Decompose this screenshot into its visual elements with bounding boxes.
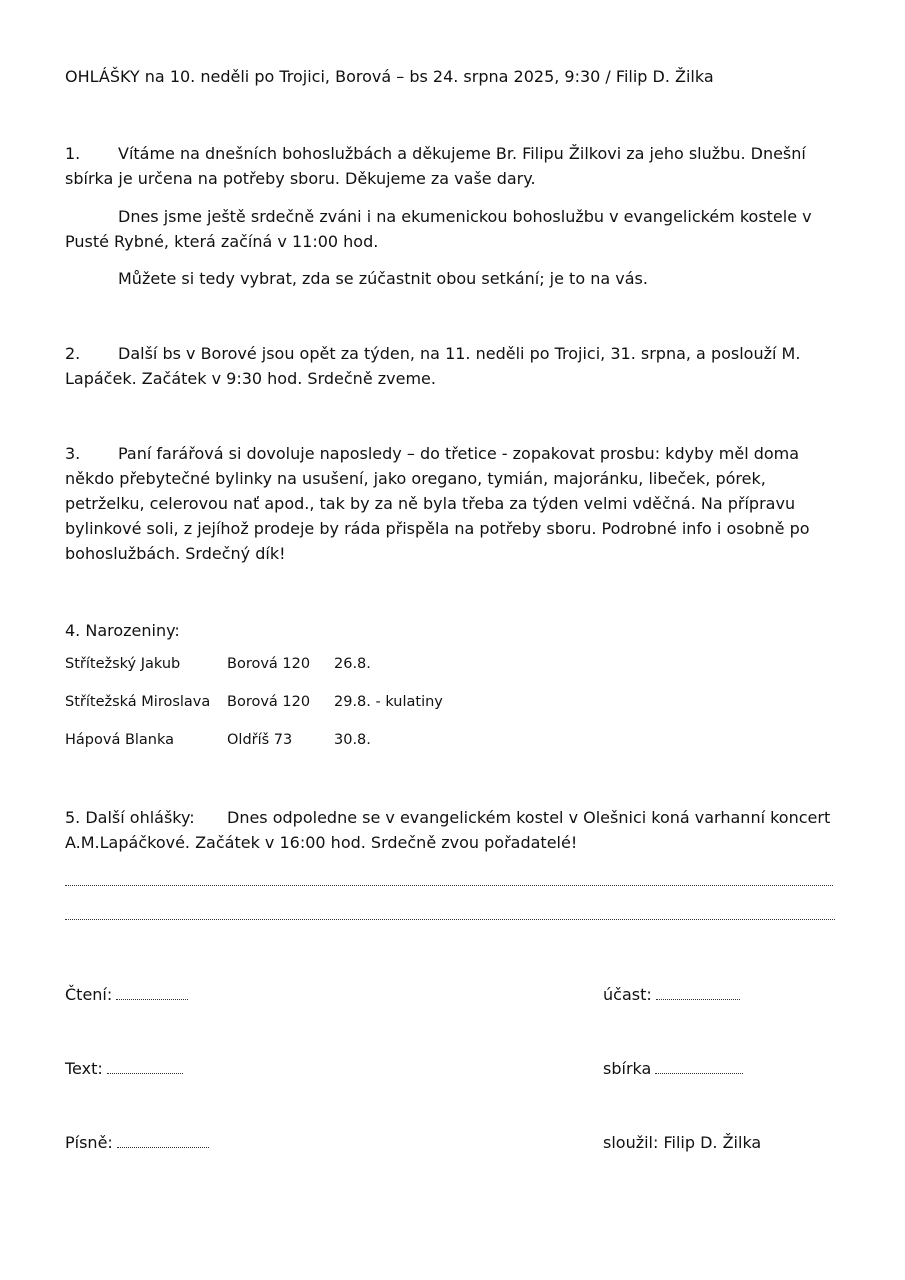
ucast-blank bbox=[656, 999, 740, 1000]
item-1-text: Vítáme na dnešních bohoslužbách a děkujeme Br. Filipu Žilkovi za jeho službu. Dnešní sbírka je určena na potřeby sboru. Děkujeme za vaše dary. bbox=[65, 144, 806, 188]
cteni-field bbox=[65, 982, 188, 1007]
pisne-field bbox=[65, 1130, 209, 1155]
birthday-name: Střítežský Jakub bbox=[65, 656, 181, 672]
text-label: Text: bbox=[65, 1059, 103, 1078]
birthday-place: Oldříš 73 bbox=[227, 732, 293, 748]
blank-line bbox=[65, 919, 835, 920]
birthday-date: 30.8. bbox=[334, 732, 371, 748]
item-2-text: Další bs v Borové jsou opět za týden, na 11. neděli po Trojici, 31. srpna, a poslouží M. Lapáček. Začátek v 9:30 hod. Srdečně zveme. bbox=[65, 344, 801, 388]
item-3-number: 3. bbox=[65, 444, 81, 463]
birthday-date: 26.8. bbox=[334, 656, 371, 672]
item-1-paragraph-2: Dnes jsme ještě srdečně zváni i na ekumenickou bohoslužbu v evangelickém kostele v Pusté Rybné, která začíná v 11:00 hod. bbox=[65, 207, 812, 251]
pisne-blank bbox=[117, 1147, 209, 1148]
cteni-label: Čtení: bbox=[65, 985, 113, 1004]
item-1-number: 1. bbox=[65, 144, 81, 163]
text-field bbox=[65, 1056, 183, 1081]
text-blank bbox=[107, 1073, 183, 1074]
ucast-field bbox=[603, 982, 740, 1007]
item-3-text: Paní farářová si dovoluje naposledy – do třetice - zopakovat prosbu: kdyby měl doma někdo přebytečné bylinky na usušení, jako oregano, tymián, majoránku, libeček, pórek, petrželku, celerovou nať apod., tak by za ně byla třeba za týden velmi vděčná. Na přípravu bylinkové soli, z jejíhož prodeje by ráda přispěla na potřeby sboru. Podrobné info i osobně po bohoslužbách. Srdečný dík! bbox=[65, 444, 810, 563]
item-2-number: 2. bbox=[65, 344, 81, 363]
pisne-label: Písně: bbox=[65, 1133, 113, 1152]
sbirka-blank bbox=[655, 1073, 743, 1074]
cteni-blank bbox=[116, 999, 188, 1000]
blank-line bbox=[65, 885, 833, 886]
birthday-place: Borová 120 bbox=[227, 694, 311, 710]
item-2 bbox=[65, 341, 845, 391]
item-1-paragraph-3: Můžete si tedy vybrat, zda se zúčastnit obou setkání; je to na vás. bbox=[118, 269, 648, 288]
page-title: OHLÁŠKY na 10. neděli po Trojici, Borová – bs 24. srpna 2025, 9:30 / Filip D. Žilka bbox=[65, 67, 714, 86]
birthday-date: 29.8. - kulatiny bbox=[334, 694, 443, 710]
item-1 bbox=[65, 141, 845, 191]
item-5-label: 5. Další ohlášky: bbox=[65, 808, 195, 827]
item-3 bbox=[65, 441, 845, 566]
ucast-label: účast: bbox=[603, 985, 652, 1004]
sloužil-field: sloužil: Filip D. Žilka bbox=[603, 1133, 762, 1152]
item-5-text: Dnes odpoledne se v evangelickém kostel v Olešnici koná varhanní koncert A.M.Lapáčkové. Začátek v 16:00 hod. Srdečně zvou pořadatelé! bbox=[65, 808, 831, 852]
birthday-name: Střítežská Miroslava bbox=[65, 694, 211, 710]
sbirka-label: sbírka bbox=[603, 1059, 652, 1078]
birthday-place: Borová 120 bbox=[227, 656, 311, 672]
sbirka-field bbox=[603, 1056, 743, 1081]
birthday-name: Hápová Blanka bbox=[65, 732, 175, 748]
item-5 bbox=[65, 805, 845, 855]
birthdays-heading: 4. Narozeniny: bbox=[65, 621, 180, 640]
